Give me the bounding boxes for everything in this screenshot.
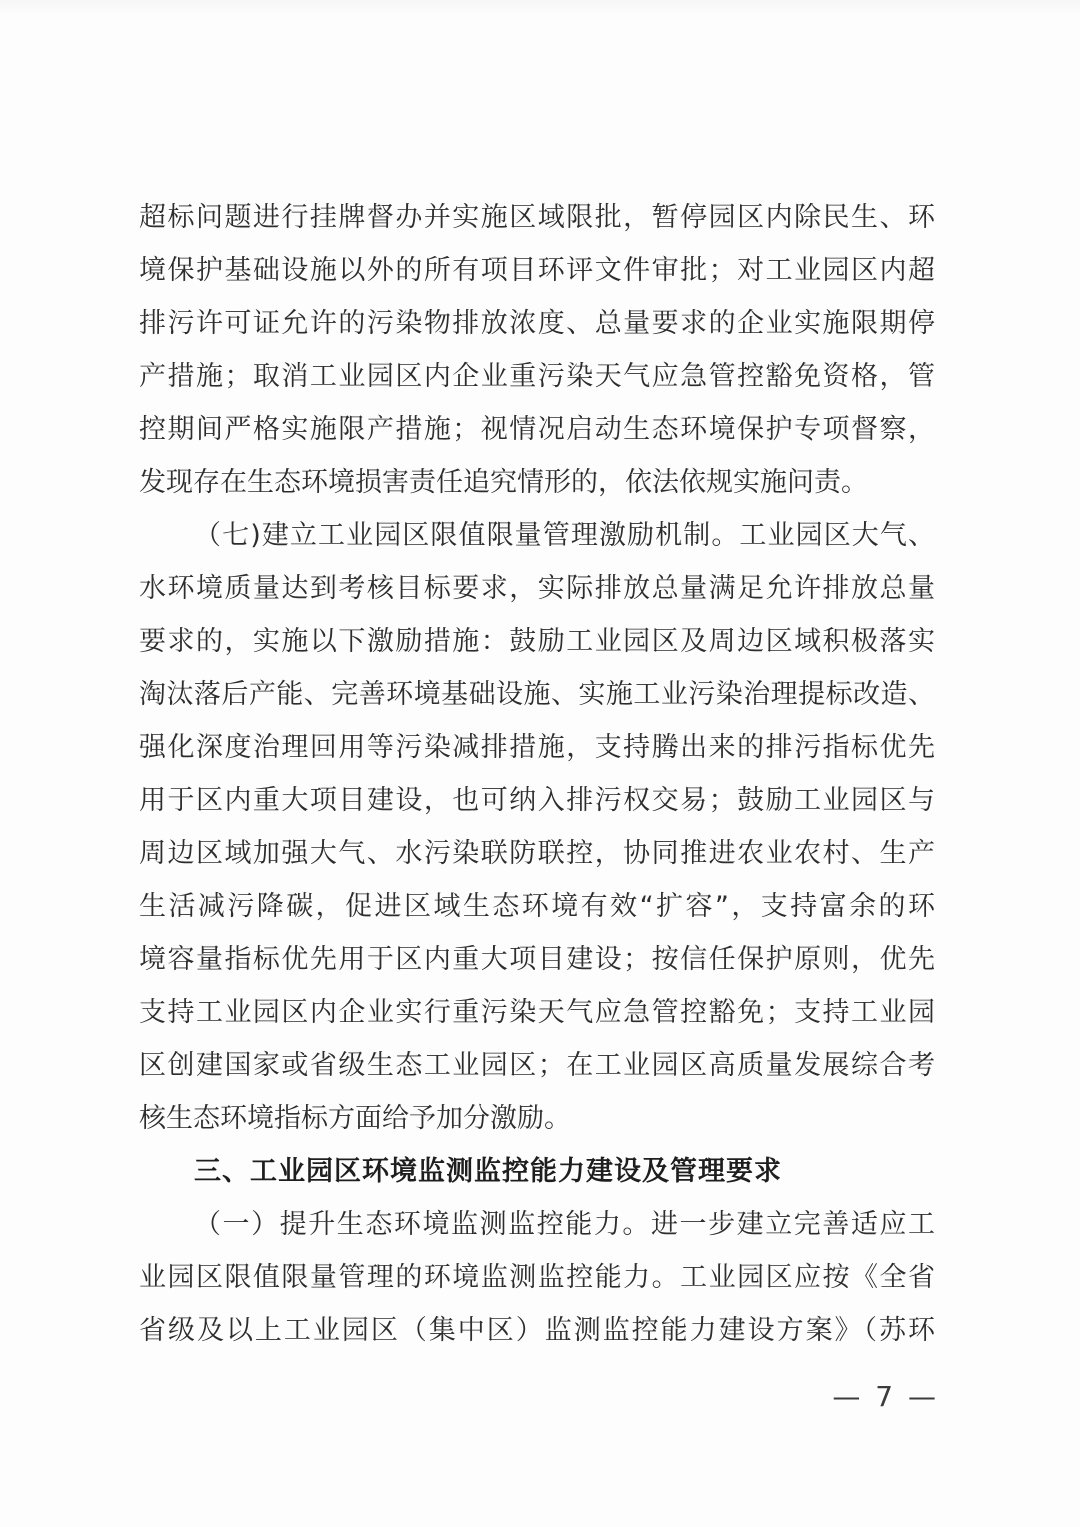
text-line-paragraph-end: 核生态环境指标方面给予加分激励。 bbox=[139, 1103, 571, 1134]
text-line: 产措施；取消工业园区内企业重污染天气应急管控豁免资格，管 bbox=[139, 361, 935, 392]
text-line: 要求的，实施以下激励措施：鼓励工业园区及周边区域积极落实 bbox=[139, 626, 935, 657]
document-text-block bbox=[139, 191, 935, 1357]
text-line: 排污许可证允许的污染物排放浓度、总量要求的企业实施限期停 bbox=[139, 308, 935, 339]
text-line: 强化深度治理回用等污染减排措施，支持腾出来的排污指标优先 bbox=[139, 732, 935, 763]
text-line-paragraph-start: （一）提升生态环境监测监控能力。进一步建立完善适应工 bbox=[194, 1209, 935, 1240]
text-line: 省级及以上工业园区（集中区）监测监控能力建设方案》（苏环 bbox=[139, 1315, 935, 1346]
text-line: 业园区限值限量管理的环境监测监控能力。工业园区应按《全省 bbox=[139, 1262, 935, 1293]
text-line-paragraph-end: 发现存在生态环境损害责任追究情形的，依法依规实施问责。 bbox=[139, 467, 868, 498]
text-line: 淘汰落后产能、完善环境基础设施、实施工业污染治理提标改造、 bbox=[139, 679, 935, 710]
text-line: 水环境质量达到考核目标要求，实际排放总量满足允许排放总量 bbox=[139, 573, 935, 604]
text-line: 控期间严格实施限产措施；视情况启动生态环境保护专项督察， bbox=[139, 414, 935, 445]
text-line: 支持工业园区内企业实行重污染天气应急管控豁免；支持工业园 bbox=[139, 997, 935, 1028]
text-line: 周边区域加强大气、水污染联防联控，协同推进农业农村、生产 bbox=[139, 838, 935, 869]
text-line: 超标问题进行挂牌督办并实施区域限批，暂停园区内除民生、环 bbox=[139, 202, 935, 233]
text-line: 生活减污降碳，促进区域生态环境有效“扩容”，支持富余的环 bbox=[139, 891, 935, 922]
text-line: 用于区内重大项目建设，也可纳入排污权交易；鼓励工业园区与 bbox=[139, 785, 935, 816]
text-line: 区创建国家或省级生态工业园区；在工业园区高质量发展综合考 bbox=[139, 1050, 935, 1081]
text-line: 境保护基础设施以外的所有项目环评文件审批；对工业园区内超 bbox=[139, 255, 935, 286]
text-line: 境容量指标优先用于区内重大项目建设；按信任保护原则，优先 bbox=[139, 944, 935, 975]
text-line-paragraph-start: （七)建立工业园区限值限量管理激励机制。工业园区大气、 bbox=[194, 520, 935, 551]
page-number: — 7 — bbox=[832, 1380, 939, 1413]
section-heading: 三、工业园区环境监测监控能力建设及管理要求 bbox=[194, 1156, 782, 1187]
